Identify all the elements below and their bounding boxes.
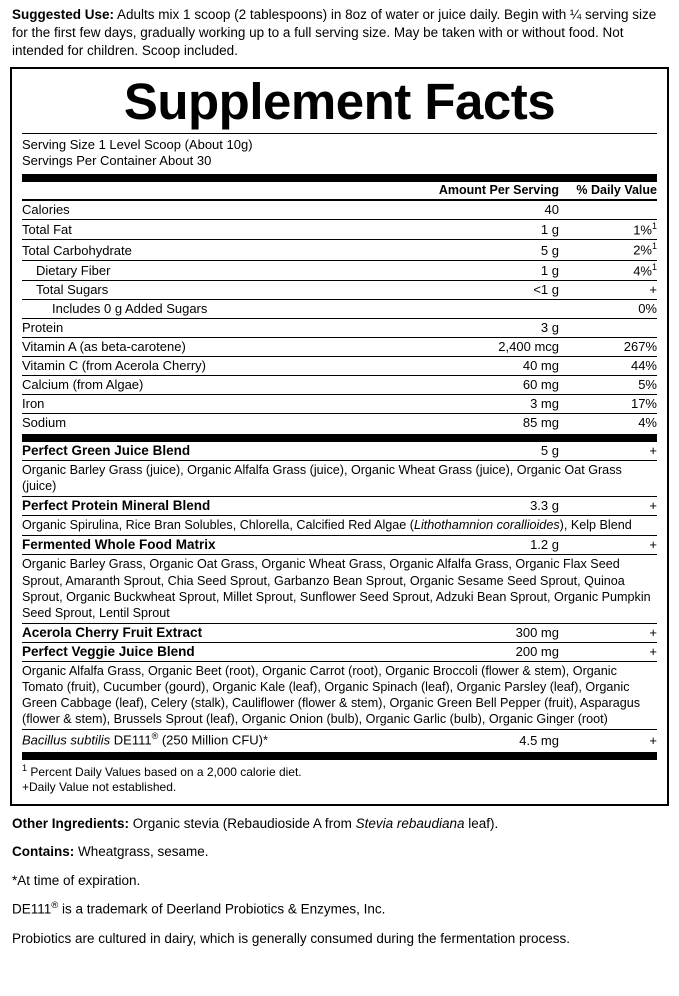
nutrition-table — [22, 182, 657, 199]
table-row — [22, 357, 657, 376]
suggested-use-label: Suggested Use: — [12, 7, 115, 22]
table-row — [22, 642, 657, 661]
nutrient-name: Vitamin A (as beta-carotene) — [22, 338, 394, 357]
nutrient-amount: 60 mg — [394, 376, 565, 395]
blend-amount: 200 mg — [394, 642, 565, 661]
nutrient-name: Total Sugars — [22, 281, 394, 300]
blend-dv: + — [565, 623, 657, 642]
nutrient-amount: <1 g — [394, 281, 565, 300]
table-row — [22, 395, 657, 414]
table-row — [22, 338, 657, 357]
nutrient-dv: 267% — [565, 338, 657, 357]
blend-ingredients: Organic Spirulina, Rice Bran Solubles, Chlorella, Calcified Red Algae (Lithothamnion corallioides), Kelp Blend — [22, 516, 657, 536]
blend-amount: 1.2 g — [394, 536, 565, 555]
blend-amount: 3.3 g — [394, 497, 565, 516]
blend-dv: + — [565, 536, 657, 555]
blend-ingredients-row — [22, 516, 657, 536]
table-row — [22, 300, 657, 319]
nutrient-dv: 0% — [565, 300, 657, 319]
header-amount-per-serving: Amount Per Serving — [438, 183, 559, 198]
blends-divider — [22, 434, 657, 442]
table-header-row — [22, 182, 657, 199]
footnote-dv-not-established: +Daily Value not established. — [22, 780, 177, 795]
table-row — [22, 623, 657, 642]
nutrient-dv: 2%$^1$ — [565, 240, 657, 260]
nutrient-dv: 1%$^1$ — [565, 220, 657, 240]
nutrient-amount: 3 mg — [394, 395, 565, 414]
blend-dv: + — [565, 497, 657, 516]
nutrient-name: Total Carbohydrate — [22, 240, 394, 260]
blend-amount: 5 g — [540, 443, 559, 459]
nutrient-dv: + — [565, 281, 657, 300]
nutrient-amount: 40 — [544, 202, 559, 218]
table-row — [22, 730, 657, 750]
nutrient-dv: 4%$^1$ — [565, 260, 657, 280]
nutrient-name: Protein — [22, 319, 394, 338]
nutrient-name: Vitamin C (from Acerola Cherry) — [22, 357, 394, 376]
table-row — [22, 536, 657, 555]
probiotic-dv: + — [565, 730, 657, 750]
suggested-use-paragraph — [10, 6, 669, 59]
table-row — [22, 240, 657, 260]
contains-text: Wheatgrass, sesame. — [74, 844, 209, 860]
blend-ingredients-row — [22, 661, 657, 729]
blend-dv: + — [649, 443, 657, 459]
table-row — [22, 376, 657, 395]
header-divider — [22, 174, 657, 182]
nutrient-dv — [565, 319, 657, 338]
expiration-note: *At time of expiration. — [12, 872, 141, 888]
nutrient-dv — [565, 201, 657, 220]
nutrient-amount — [394, 300, 565, 319]
nutrient-name: Total Fat — [22, 220, 394, 240]
blend-dv: + — [565, 642, 657, 661]
serving-size: Serving Size 1 Level Scoop (About 10g) — [22, 137, 253, 153]
blend-name: Perfect Protein Mineral Blend — [22, 497, 394, 516]
blend-amount: 300 mg — [394, 623, 565, 642]
panel-title: Supplement Facts — [123, 73, 556, 131]
nutrient-name: Calories — [22, 202, 70, 218]
blend-name: Fermented Whole Food Matrix — [22, 536, 394, 555]
nutrient-dv: 44% — [565, 357, 657, 376]
blends-table — [22, 442, 657, 750]
table-row — [22, 497, 657, 516]
footnote-divider — [22, 752, 657, 760]
supplement-facts-panel — [10, 67, 669, 805]
nutrient-rows-table — [22, 201, 657, 432]
other-ingredients-post: leaf). — [464, 815, 499, 831]
nutrient-dv: 17% — [565, 395, 657, 414]
nutrient-amount: 2,400 mcg — [394, 338, 565, 357]
table-row — [22, 281, 657, 300]
nutrient-amount: 1 g — [394, 220, 565, 240]
table-row — [22, 319, 657, 338]
table-row — [22, 220, 657, 240]
table-row — [22, 260, 657, 280]
other-ingredients-label: Other Ingredients: — [12, 815, 130, 831]
nutrient-amount: 5 g — [394, 240, 565, 260]
trademark-note: DE111® is a trademark of Deerland Probiotics & Enzymes, Inc. — [12, 900, 386, 917]
footnote-daily-values: $^1$ Percent Daily Values based on a 2,000 calorie diet. — [22, 762, 302, 779]
servings-per-container: Servings Per Container About 30 — [22, 153, 212, 169]
blend-ingredients: Organic Barley Grass (juice), Organic Alfalfa Grass (juice), Organic Wheat Grass (juice), Organic Oat Grass (juice) — [22, 461, 657, 497]
blend-name: Perfect Green Juice Blend — [22, 443, 191, 459]
nutrient-name: Calcium (from Algae) — [22, 376, 394, 395]
blend-name: Perfect Veggie Juice Blend — [22, 642, 394, 661]
nutrient-dv: 5% — [565, 376, 657, 395]
blend-ingredients: Organic Alfalfa Grass, Organic Beet (root), Organic Carrot (root), Organic Broccoli (flower & stem), Organic Tomato (fruit), Cucumber (gourd), Organic Kale (leaf), Organic Spinach (leaf), Organic Parsley (leaf), Organic Green Cabbage (leaf), Celery (stalk), Cauliflower (flower & stem), Organic Green Bell Pepper (fruit), Asparagus (flower & stem), Brussels Sprout (leaf), Organic Onion (bulb), Organic Garlic (bulb), Organic Ginger (root) — [22, 661, 657, 729]
nutrient-name: Dietary Fiber — [22, 260, 394, 280]
contains-label: Contains: — [12, 844, 75, 860]
nutrient-name: Sodium — [22, 414, 394, 433]
nutrient-name: Includes 0 g Added Sugars — [22, 300, 394, 319]
contains-paragraph — [12, 843, 667, 861]
nutrient-amount: 3 g — [394, 319, 565, 338]
blend-ingredients-row — [22, 461, 657, 497]
nutrient-dv: 4% — [565, 414, 657, 433]
probiotic-amount: 4.5 mg — [394, 730, 565, 750]
probiotic-name: Bacillus subtilis DE111® (250 Million CFU)* — [22, 730, 394, 750]
header-daily-value: % Daily Value — [576, 183, 657, 198]
nutrient-amount: 40 mg — [394, 357, 565, 376]
table-row — [22, 442, 657, 461]
table-row — [22, 414, 657, 433]
blend-name: Acerola Cherry Fruit Extract — [22, 623, 394, 642]
blend-ingredients: Organic Barley Grass, Organic Oat Grass, Organic Wheat Grass, Organic Alfalfa Grass, Organic Flax Seed Sprout, Amaranth Sprout, Chia Seed Sprout, Garbanzo Bean Sprout, Organic Sesame Seed Sprout, Quinoa Sprout, Organic Buckwheat Sprout, Millet Sprout, Sunflower Seed Sprout, Adzuki Bean Sprout, Organic Pumpkin Seed Sprout, Lentil Sprout — [22, 555, 657, 623]
other-ingredients-paragraph — [12, 815, 667, 833]
suggested-use-text: Adults mix 1 scoop (2 tablespoons) in 8oz of water or juice daily. Begin with ¼ serving size for the first few days, gradually working up to a full serving size. May be taken with or without food. Not intended for children. Scoop included. — [12, 7, 657, 58]
header-blank — [22, 182, 394, 199]
other-ingredients-italic: Stevia rebaudiana — [355, 815, 465, 831]
probiotics-note: Probiotics are cultured in dairy, which is generally consumed during the fermentation process. — [12, 930, 571, 946]
nutrient-amount: 85 mg — [394, 414, 565, 433]
nutrient-amount: 1 g — [394, 260, 565, 280]
nutrient-name: Iron — [22, 395, 394, 414]
blend-ingredients-row — [22, 555, 657, 623]
table-row — [22, 201, 657, 220]
other-ingredients-pre: Organic stevia (Rebaudioside A from — [129, 815, 356, 831]
bottom-section — [10, 806, 669, 947]
